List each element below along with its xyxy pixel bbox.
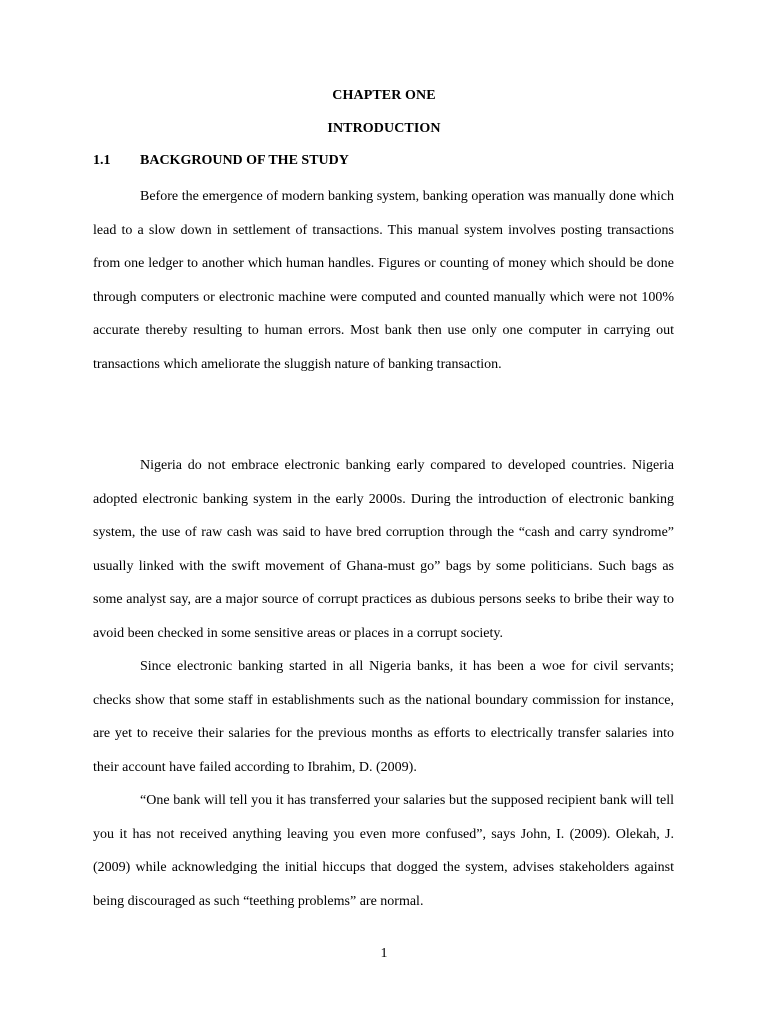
paragraph-block-1 — [93, 180, 674, 382]
chapter-title: INTRODUCTION — [327, 121, 441, 136]
chapter-label: CHAPTER ONE — [332, 88, 436, 103]
paragraph: Nigeria do not embrace electronic banking early compared to developed countries. Nigeria adopted electronic banking system in the early 2000s. During the introduction of electronic banking system, the use of raw cash was said to have bred corruption through the “cash and carry syndrome” usually linked with the swift movement of Ghana-must go” bags by some politicians. Such bags as some analyst say, are a major source of corrupt practices as dubious persons seeks to bribe their way to avoid been checked in some sensitive areas or places in a corrupt society. — [93, 458, 674, 641]
paragraph-block-2 — [93, 449, 674, 651]
paragraph-block-4 — [93, 784, 674, 918]
paragraph: “One bank will tell you it has transferred your salaries but the supposed recipient bank will tell you it has not received anything leaving you even more confused”, says John, I. (2009). Olekah, J. (2009) while acknowledging the initial hiccups that dogged the system, advises stakeholders against being discouraged as such “teething problems” are normal. — [93, 793, 674, 909]
paragraph-block-3 — [93, 650, 674, 784]
page-number: 1 — [380, 946, 388, 961]
section-title: BACKGROUND OF THE STUDY — [140, 153, 349, 168]
section-heading — [93, 153, 349, 169]
paragraph: Since electronic banking started in all Nigeria banks, it has been a woe for civil servants; checks show that some staff in establishments such as the national boundary commission for instance, are yet to receive their salaries for the previous months as efforts to electrically transfer salaries into their account have failed according to Ibrahim, D. (2009). — [93, 659, 674, 775]
section-number: 1.1 — [93, 153, 111, 168]
paragraph: Before the emergence of modern banking system, banking operation was manually done which lead to a slow down in settlement of transactions. This manual system involves posting transactions from one ledger to another which human handles. Figures or counting of money which should be done through computers or electronic machine were computed and counted manually which were not 100% accurate thereby resulting to human errors. Most bank then use only one computer in carrying out transactions which ameliorate the sluggish nature of banking transaction. — [93, 189, 674, 372]
